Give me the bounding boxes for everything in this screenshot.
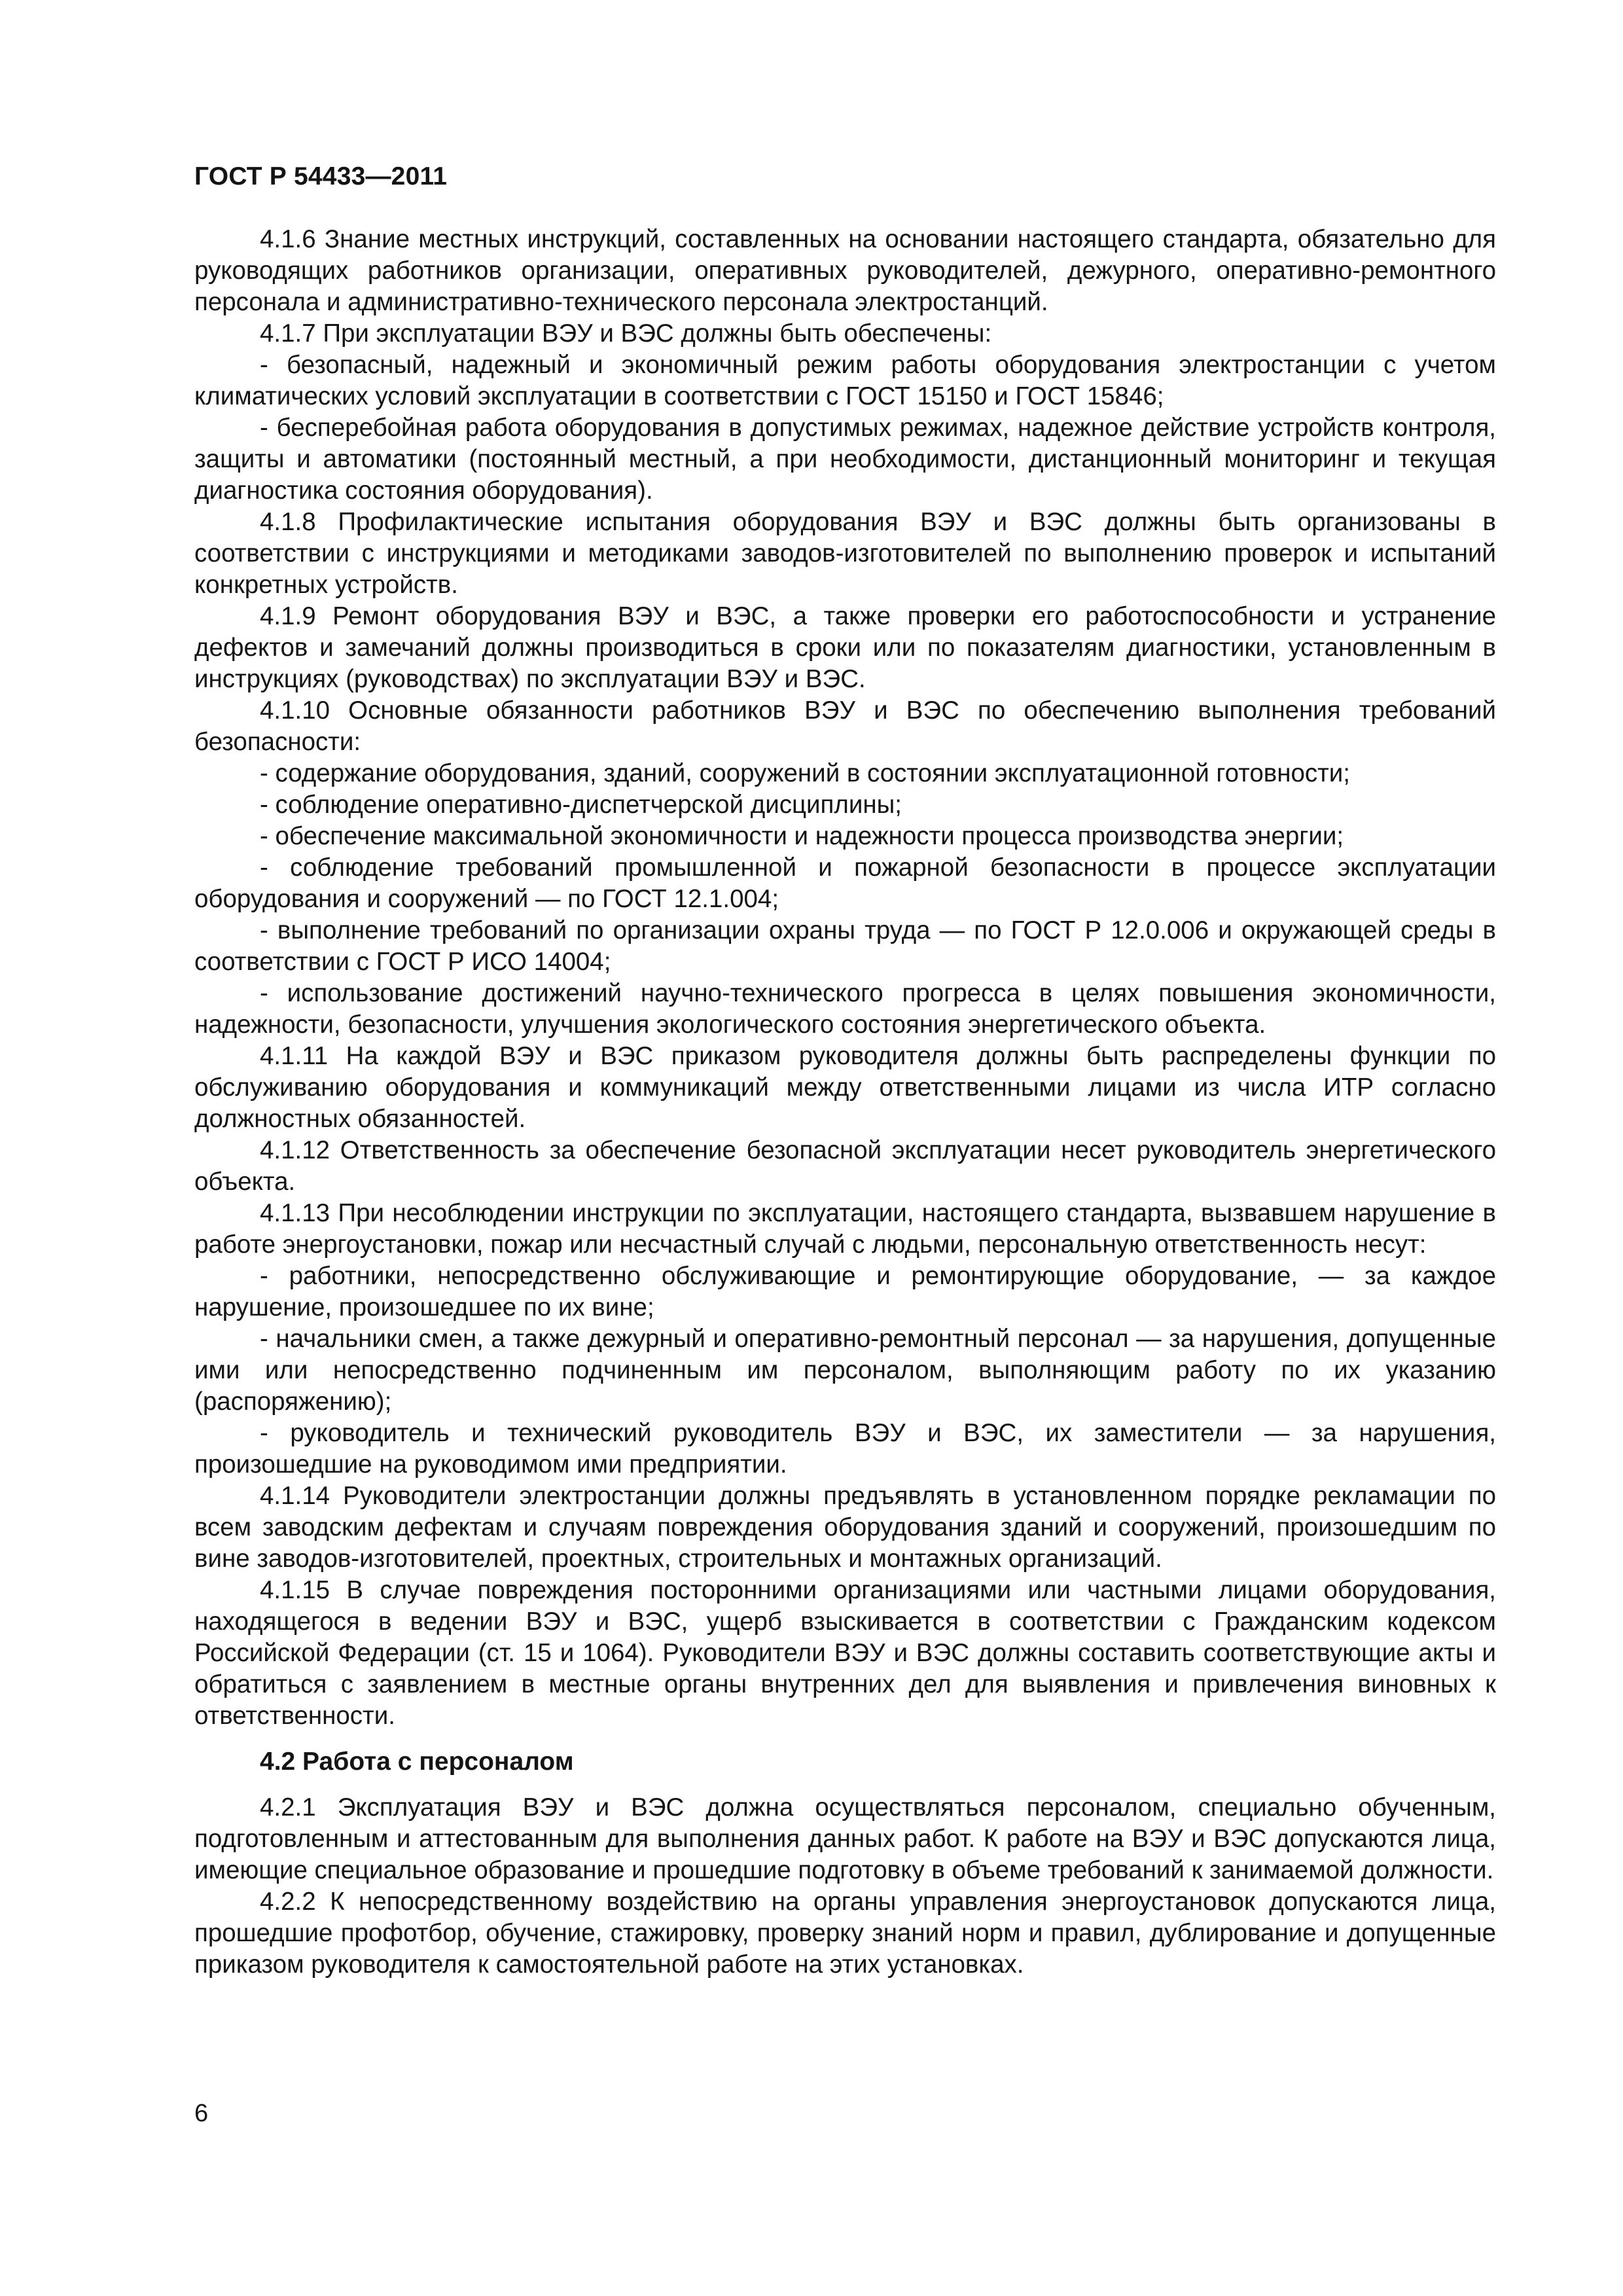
paragraph-4-1-11: 4.1.11 На каждой ВЭУ и ВЭС приказом руководителя должны быть распределены функции по обслуживанию оборудования и коммуникаций между ответственными лицами из числа ИТР согласно должностных обязанностей. [194,1042,1496,1133]
list-item: - работники, непосредственно обслуживающие и ремонтирующие оборудование, — за каждое нарушение, произошедшее по их вине; [194,1262,1496,1321]
list-item: - обеспечение максимальной экономичности и надежности процесса производства энергии; [260,822,1344,850]
document-body [194,224,1496,1981]
list-item: - бесперебойная работа оборудования в допустимых режимах, надежное действие устройств контроля, защиты и автоматики (постоянный местный, а при необходимости, дистанционный мониторинг и текущая диагностика состояния оборудования). [194,414,1496,505]
paragraph-4-1-10: 4.1.10 Основные обязанности работников ВЭУ и ВЭС по обеспечению выполнения требований безопасности: [194,696,1496,756]
paragraph-4-1-6: 4.1.6 Знание местных инструкций, составленных на основании настоящего стандарта, обязательно для руководящих работников организации, оперативных руководителей, дежурного, оперативно-ремонтного персонала и административно-технического персонала электростанций. [194,225,1496,316]
paragraph-4-1-9: 4.1.9 Ремонт оборудования ВЭУ и ВЭС, а также проверки его работоспособности и устранение дефектов и замечаний должны производиться в сроки или по показателям диагностики, установленным в инструкциях (руководствах) по эксплуатации ВЭУ и ВЭС. [194,602,1496,693]
list-item: - безопасный, надежный и экономичный режим работы оборудования электростанции с учетом климатических условий эксплуатации в соответствии с ГОСТ 15150 и ГОСТ 15846; [194,351,1496,410]
paragraph-4-2-2: 4.2.2 К непосредственному воздействию на органы управления энергоустановок допускаются лица, прошедшие профотбор, обучение, стажировку, проверку знаний норм и правил, дублирование и допущенные приказом руководителя к самостоятельной работе на этих установках. [194,1888,1496,1979]
list-item: - использование достижений научно-технического прогресса в целях повышения экономичности, надежности, безопасности, улучшения экологического состояния энергетического объекта. [194,979,1496,1039]
paragraph-4-1-7: 4.1.7 При эксплуатации ВЭУ и ВЭС должны быть обеспечены: [260,319,992,348]
paragraph-4-1-14: 4.1.14 Руководители электростанции должны предъявлять в установленном порядке рекламации по всем заводским дефектам и случаям повреждения оборудования зданий и сооружений, произошедшим по вине заводов-изготовителей, проектных, строительных и монтажных организаций. [194,1482,1496,1573]
paragraph-4-1-13: 4.1.13 При несоблюдении инструкции по эксплуатации, настоящего стандарта, вызвавшем нарушение в работе энергоустановки, пожар или несчастный случай с людьми, персональную ответственность несут: [194,1199,1496,1259]
document-header: ГОСТ Р 54433—2011 [194,162,448,190]
paragraph-4-2-1: 4.2.1 Эксплуатация ВЭУ и ВЭС должна осуществляться персоналом, специально обученным, подготовленным и аттестованным для выполнения данных работ. К работе на ВЭУ и ВЭС допускаются лица, имеющие специальное образование и прошедшие подготовку в объеме требований к занимаемой должности. [194,1793,1496,1884]
section-heading: 4.2 Работа с персоналом [260,1748,574,1776]
list-item: - выполнение требований по организации охраны труда — по ГОСТ Р 12.0.006 и окружающей среды в соответствии с ГОСТ Р ИСО 14004; [194,916,1496,976]
paragraph-4-1-8: 4.1.8 Профилактические испытания оборудования ВЭУ и ВЭС должны быть организованы в соответствии с инструкциями и методиками заводов-изготовителей по выполнению проверок и испытаний конкретных устройств. [194,508,1496,599]
list-item: - руководитель и технический руководитель ВЭУ и ВЭС, их заместители — за нарушения, произошедшие на руководимом ими предприятии. [194,1419,1496,1479]
list-item: - начальники смен, а также дежурный и оперативно-ремонтный персонал — за нарушения, допущенные ими или непосредственно подчиненным им персоналом, выполняющим работу по их указанию (распоряжению); [194,1325,1496,1416]
paragraph-4-1-15: 4.1.15 В случае повреждения посторонними организациями или частными лицами оборудования, находящегося в ведении ВЭУ и ВЭС, ущерб взыскивается в соответствии с Гражданским кодексом Российской Федерации (ст. 15 и 1064). Руководители ВЭУ и ВЭС должны составить соответствующие акты и обратиться с заявлением в местные органы внутренних дел для выявления и привлечения виновных к ответственности. [194,1576,1496,1730]
paragraph-4-1-12: 4.1.12 Ответственность за обеспечение безопасной эксплуатации несет руководитель энергетического объекта. [194,1136,1496,1196]
list-item: - соблюдение оперативно-диспетчерской дисциплины; [260,791,902,819]
list-item: - содержание оборудования, зданий, сооружений в состоянии эксплуатационной готовности; [260,759,1350,787]
list-item: - соблюдение требований промышленной и пожарной безопасности в процессе эксплуатации оборудования и сооружений — по ГОСТ 12.1.004; [194,853,1496,913]
page-number: 6 [194,2100,209,2127]
